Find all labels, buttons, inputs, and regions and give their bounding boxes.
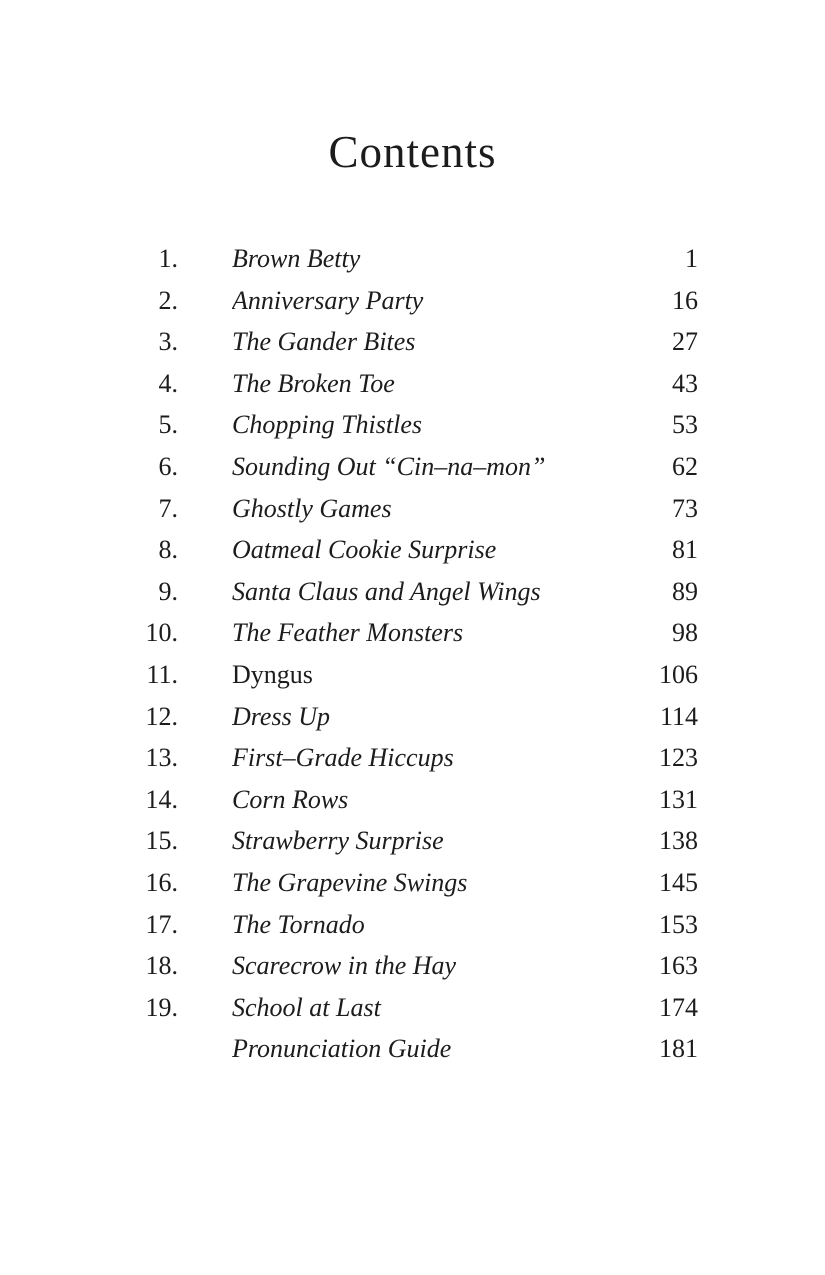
toc-row — [118, 737, 698, 779]
chapter-title: Dress Up — [232, 701, 330, 731]
chapter-page: 43 — [672, 368, 698, 398]
chapter-page: 106 — [659, 659, 698, 689]
toc-row — [118, 238, 698, 280]
chapter-number: 9. — [158, 576, 178, 606]
chapter-page: 98 — [672, 618, 698, 648]
chapter-title: Chopping Thistles — [232, 410, 422, 440]
chapter-number: 5. — [158, 410, 178, 440]
chapter-number: 6. — [158, 451, 178, 481]
chapter-number: 17. — [145, 909, 178, 939]
chapter-title: Pronunciation Guide — [232, 1034, 452, 1064]
page-title: Contents — [328, 127, 497, 177]
chapter-page: 174 — [659, 992, 698, 1022]
toc-row — [118, 779, 698, 821]
chapter-title: Corn Rows — [232, 784, 349, 814]
toc-row — [118, 987, 698, 1029]
toc-row — [118, 904, 698, 946]
chapter-title: Anniversary Party — [232, 285, 424, 315]
chapter-page: 114 — [659, 701, 698, 731]
chapter-number: 11. — [146, 659, 178, 689]
toc-row — [118, 280, 698, 322]
toc-row — [118, 363, 698, 405]
chapter-page: 181 — [659, 1034, 698, 1064]
chapter-title: Strawberry Surprise — [232, 826, 444, 856]
chapter-page: 73 — [672, 493, 698, 523]
toc-row — [118, 488, 698, 530]
chapter-title: The Broken Toe — [232, 368, 395, 398]
chapter-number: 2. — [158, 285, 178, 315]
chapter-number: 18. — [145, 951, 178, 981]
toc-row — [118, 1028, 698, 1070]
chapter-title: The Grapevine Swings — [232, 867, 468, 897]
chapter-title: Dyngus — [232, 659, 313, 689]
chapter-number: 12. — [145, 701, 178, 731]
toc-row — [118, 862, 698, 904]
chapter-number: 13. — [145, 743, 178, 773]
chapter-title: First–Grade Hiccups — [232, 743, 454, 773]
chapter-title: Ghostly Games — [232, 493, 392, 523]
chapter-number: 15. — [145, 826, 178, 856]
toc-row — [118, 404, 698, 446]
toc-row — [118, 696, 698, 738]
chapter-title: The Gander Bites — [232, 327, 416, 357]
chapter-number: 1. — [158, 244, 178, 273]
toc-row — [118, 820, 698, 862]
toc-row — [118, 446, 698, 488]
toc-row — [118, 654, 698, 696]
chapter-number: 8. — [158, 535, 178, 565]
toc-row — [118, 529, 698, 571]
chapter-page: 62 — [672, 451, 698, 481]
chapter-number: 3. — [158, 327, 178, 357]
chapter-page: 53 — [672, 410, 698, 440]
chapter-title: Sounding Out “Cin–na–mon” — [232, 451, 546, 481]
chapter-number: 14. — [145, 784, 178, 814]
chapter-page: 138 — [659, 826, 698, 856]
chapter-title: Santa Claus and Angel Wings — [232, 576, 541, 606]
chapter-title: Scarecrow in the Hay — [232, 951, 457, 981]
toc-row — [118, 321, 698, 363]
chapter-page: 123 — [659, 743, 698, 773]
chapter-page: 16 — [672, 285, 698, 315]
chapter-number: 16. — [145, 867, 178, 897]
toc-row — [118, 571, 698, 613]
chapter-page: 145 — [659, 867, 698, 897]
toc-row — [118, 945, 698, 987]
chapter-number: 4. — [158, 368, 178, 398]
chapter-title: The Feather Monsters — [232, 618, 464, 648]
chapter-page: 27 — [672, 327, 698, 357]
chapter-number: 7. — [158, 493, 178, 523]
chapter-number: 10. — [145, 618, 178, 648]
chapter-page: 153 — [659, 909, 698, 939]
toc-list — [118, 238, 698, 1070]
chapter-page: 89 — [672, 576, 698, 606]
chapter-page: 163 — [659, 951, 698, 981]
chapter-title: The Tornado — [232, 909, 365, 939]
chapter-page: 131 — [659, 784, 698, 814]
chapter-title: Brown Betty — [232, 244, 361, 273]
chapter-title: Oatmeal Cookie Surprise — [232, 535, 497, 565]
chapter-page: 81 — [672, 535, 698, 565]
chapter-title: School at Last — [232, 992, 381, 1022]
chapter-page: 1 — [685, 244, 698, 273]
toc-row — [118, 612, 698, 654]
chapter-number: 19. — [145, 992, 178, 1022]
